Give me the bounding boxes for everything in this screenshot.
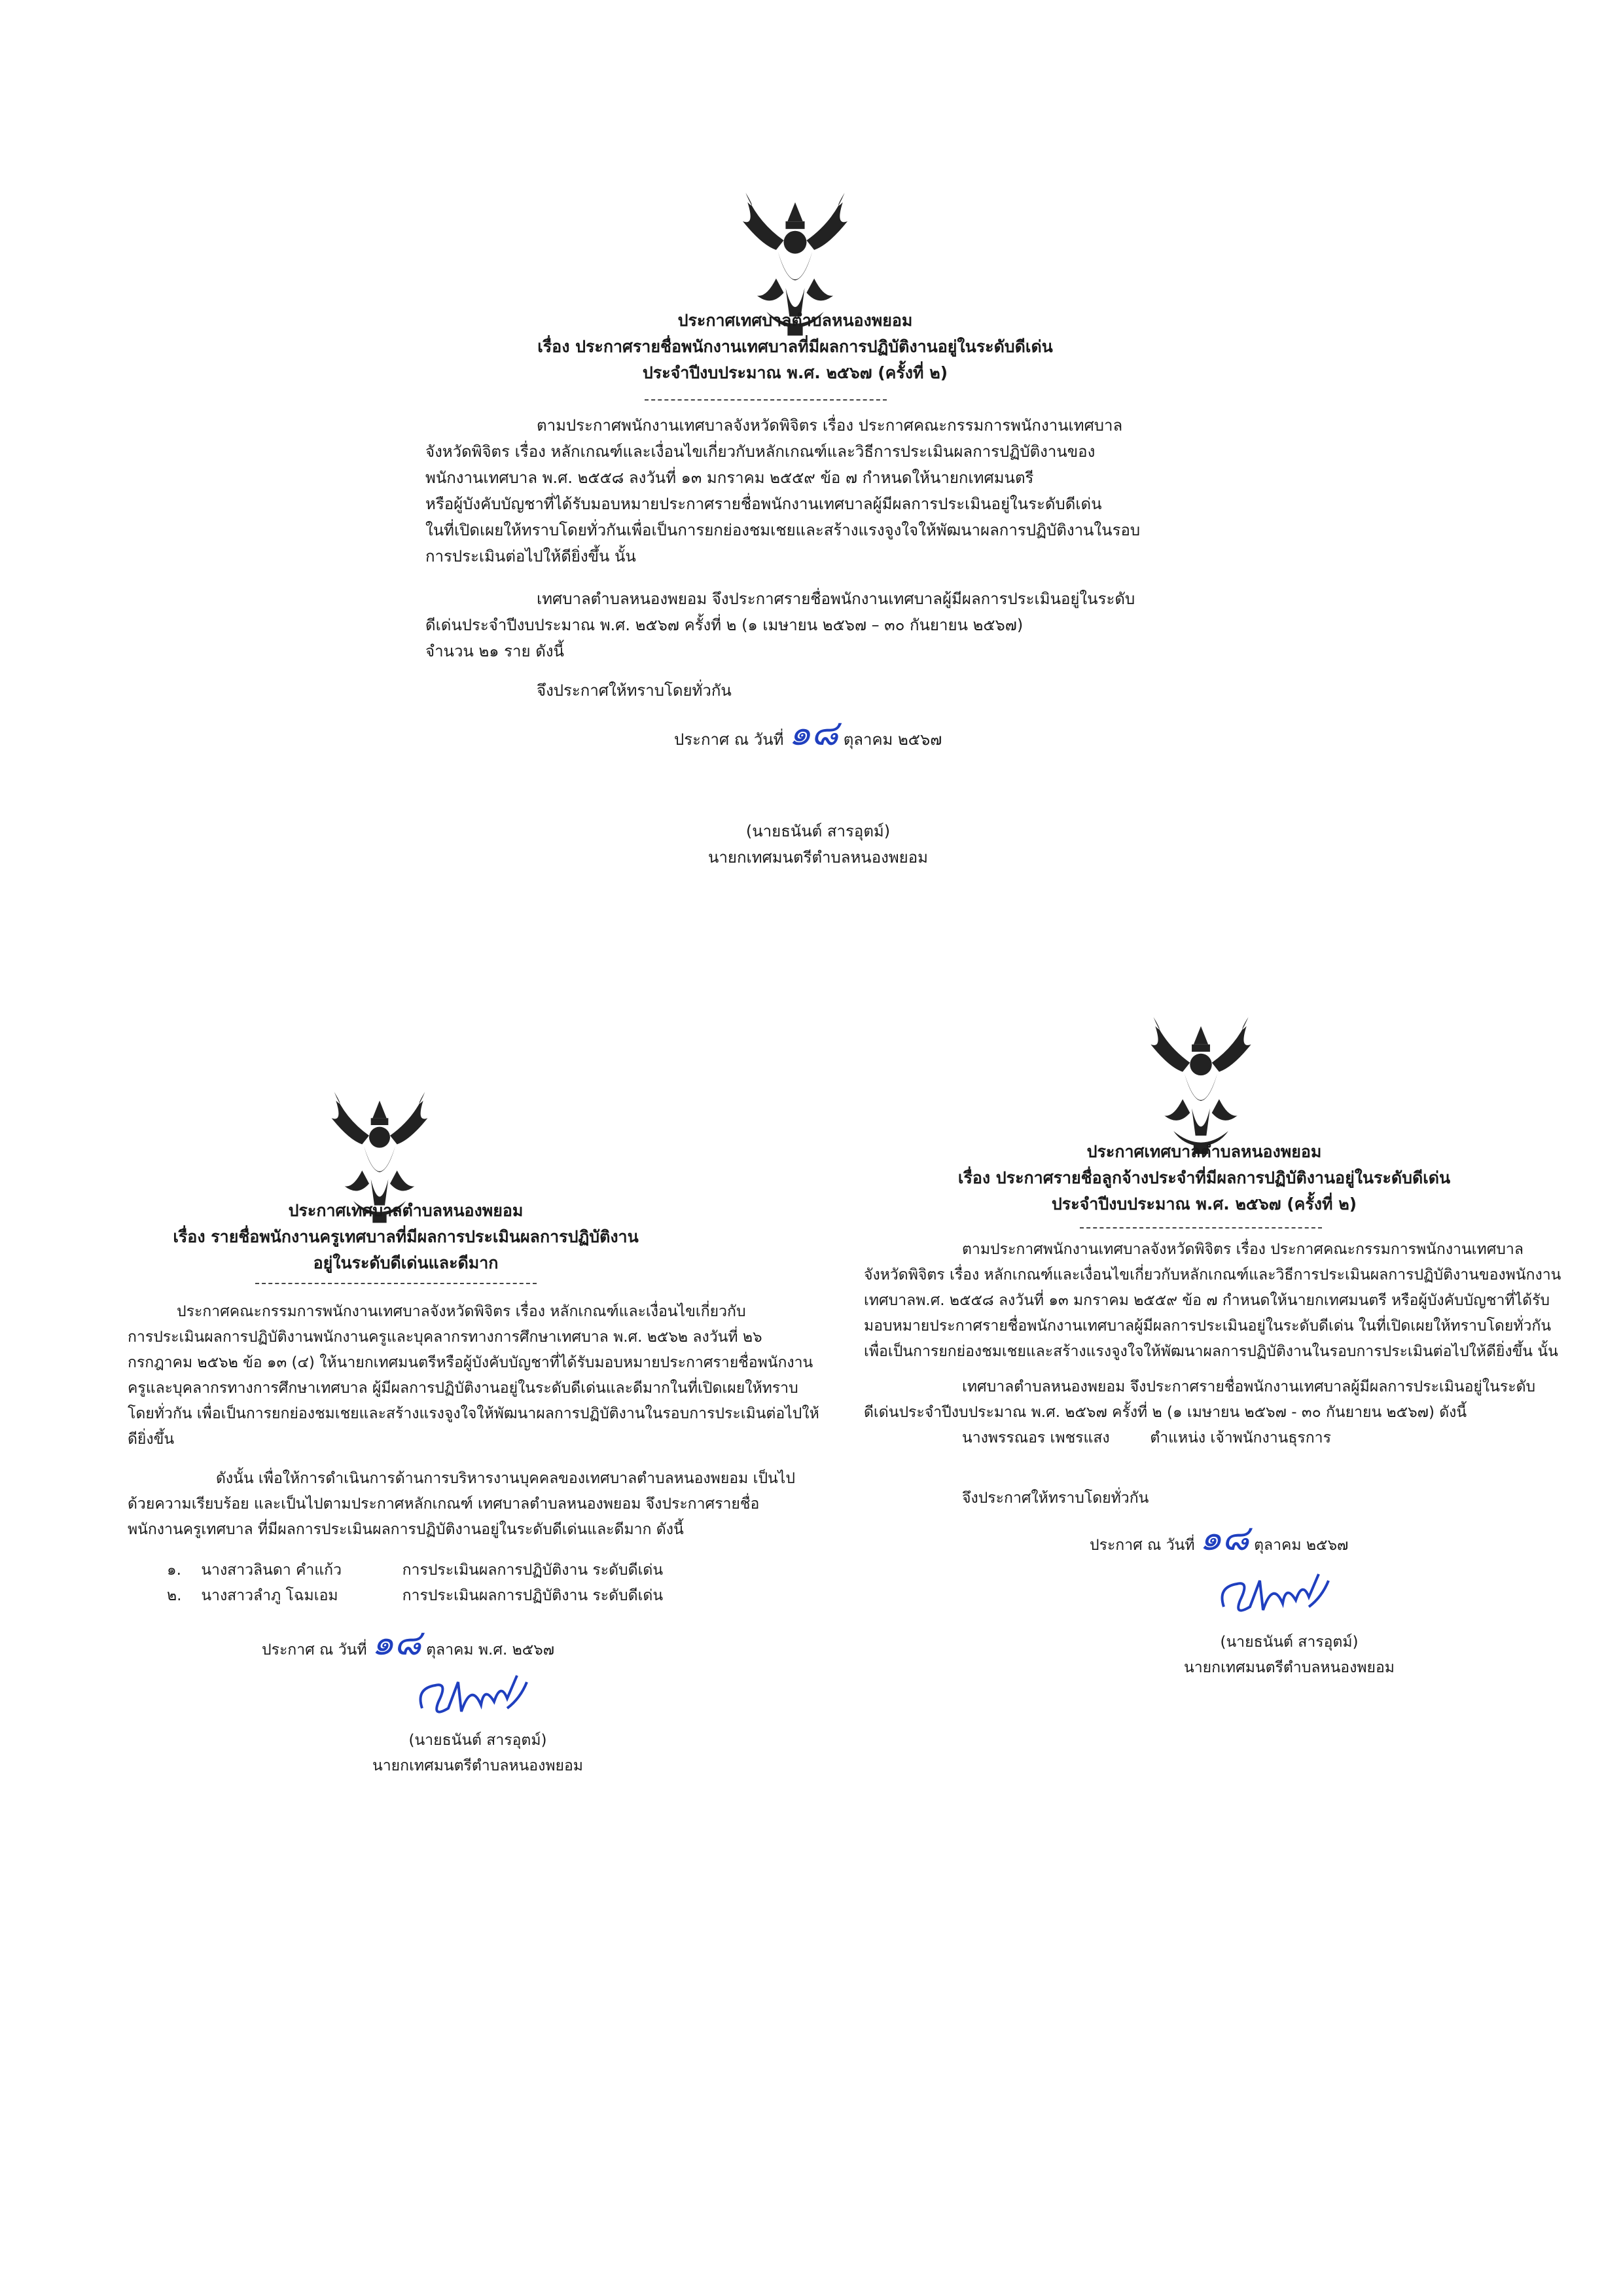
doc1-subject: เรื่อง ประกาศรายชื่อพนักงานเทศบาลที่มีผลการปฏิบัติงานอยู่ในระดับดีเด่น [537,337,1053,356]
doc3-para2: เทศบาลตำบลหนองพยอม จึงประกาศรายชื่อพนักงานเทศบาลผู้มีผลการประเมินอยู่ในระดับ ดีเด่นประจำปีงบประมาณ พ.ศ. ๒๕๖๗ ครั้งที่ ๒ (๑ เมษายน ๒๕๖๗ - ๓๐ กันยายน ๒๕๖๗) ดังนี้ นางพรรณอร เพชรแสง ตำแหน่ง เจ้าพนักงานธุรการ [864,1374,1584,1451]
doc3-date: ประกาศ ณ วันที่ ๑๘ ตุลาคม ๒๕๖๗ [1090,1517,1349,1558]
list-item: ๒. นางสาวลำภู โฉมเอม การประเมินผลการปฏิบัติงาน ระดับดีเด่น [167,1587,664,1604]
doc3-divider [1080,1227,1322,1229]
doc3-signature-icon [1211,1561,1342,1626]
doc3-signature-block [1152,1630,1427,1681]
doc2-signer-name: (นายธนันต์ สารอุตม์) [408,1732,547,1749]
announcement-employees [0,0,1623,916]
doc3-date-handwritten: ๑๘ [1199,1517,1249,1558]
doc3-person-name: นางพรรณอร เพชรแสง [962,1429,1110,1446]
doc2-org: ประกาศเทศบาลตำบลหนองพยอม [288,1201,524,1220]
announcement-permanent-staff [812,949,1623,2258]
doc2-date: ประกาศ ณ วันที่ ๑๘ ตุลาคม พ.ศ. ๒๕๖๗ [262,1622,555,1663]
doc3-subject: เรื่อง ประกาศรายชื่อลูกจ้างประจำที่มีผลการปฏิบัติงานอยู่ในระดับดีเด่น [957,1168,1451,1187]
doc1-signature-block [681,818,955,870]
doc3-period: ประจำปีงบประมาณ พ.ศ. ๒๕๖๗ (ครั้งที่ ๒) [1051,1194,1357,1213]
doc2-signature-icon [409,1662,540,1728]
doc2-subject2: อยู่ในระดับดีเด่นและดีมาก [313,1253,499,1272]
announcement-teachers [0,949,819,2258]
list-item: ๑. นางสาวลินดา คำแก้ว การประเมินผลการปฏิบัติงาน ระดับดีเด่น [167,1562,664,1579]
doc1-closing: จึงประกาศให้ทราบโดยทั่วกัน [537,681,732,700]
doc2-para1: ประกาศคณะกรรมการพนักงานเทศบาลจังหวัดพิจิตร เรื่อง หลักเกณฑ์และเงื่อนไขเกี่ยวกับ การประเมินผลการปฏิบัติงานพนักงานครูและบุคลากรทางการศึกษาเทศบาล พ.ศ. ๒๕๖๒ ลงวันที่ ๒๖ กรกฎาคม ๒๕๖๒ ข้อ ๑๓ (๔) ให้นายกเทศมนตรีหรือผู้บังคับบัญชาที่ได้รับมอบหมายประกาศรายชื่อพนักงาน ครูและบุคลากรทางการศึกษาเทศบาล ผู้มีผลการปฏิบัติงานอยู่ในระดับดีเด่นและดีมากในที่เปิดเผยให้ทราบ โดยทั่วกัน เพื่อเป็นการยกย่องชมเชยและสร้างแรงจูงใจให้พัฒนาผลการปฏิบัติงานในรอบการประเมินต่อไปให้ ดียิ่งขึ้น [128,1303,819,1448]
doc2-signature-block [340,1728,615,1779]
doc1-signer-name: (นายธนันต์ สารอุตม์) [745,822,891,840]
doc1-divider [645,399,887,401]
doc3-signer-title: นายกเทศมนตรีตำบลหนองพยอม [1184,1659,1395,1676]
doc1-period: ประจำปีงบประมาณ พ.ศ. ๒๕๖๗ (ครั้งที่ ๒) [642,363,948,382]
doc1-date-handwritten: ๑๘ [789,712,839,753]
doc3-para1: ตามประกาศพนักงานเทศบาลจังหวัดพิจิตร เรื่อง ประกาศคณะกรรมการพนักงานเทศบาล จังหวัดพิจิตร เรื่อง หลักเกณฑ์และเงื่อนไขเกี่ยวกับหลักเกณฑ์และวิธีการประเมินผลการปฏิบัติงานของพนักงาน เทศบาลพ.ศ. ๒๕๕๘ ลงวันที่ ๑๓ มกราคม ๒๕๕๙ ข้อ ๗ กำหนดให้นายกเทศมนตรี หรือผู้บังคับบัญชาที่ได้รับ มอบหมายประกาศรายชื่อพนักงานเทศบาลผู้มีผลการประเมินอยู่ในระดับดีเด่น ในที่เปิดเผยให้ทราบโดยทั่วกัน เพื่อเป็นการยกย่องชมเชยและสร้างแรงจูงใจให้พัฒนาผลการปฏิบัติงานในรอบการประเมินต่อไปให้ดียิ่งขึ้น นั้น [864,1241,1561,1360]
doc2-para2: ดังนั้น เพื่อให้การดำเนินการด้านการบริหารงานบุคคลของเทศบาลตำบลหนองพยอม เป็นไป ด้วยความเรียบร้อย และเป็นไปตามประกาศหลักเกณฑ์ เทศบาลตำบลหนองพยอม จึงประกาศรายชื่อ พนักงานครูเทศบาล ที่มีผลการประเมินผลการปฏิบัติงานอยู่ในระดับดีเด่นและดีมาก ดังนี้ [128,1470,795,1538]
doc3-org: ประกาศเทศบาลตำบลหนองพยอม [1086,1142,1322,1161]
doc3-person-position: ตำแหน่ง เจ้าพนักงานธุรการ [1150,1429,1331,1446]
doc1-signer-title: นายกเทศมนตรีตำบลหนองพยอม [708,848,928,867]
doc1-para2: เทศบาลตำบลหนองพยอม จึงประกาศรายชื่อพนักงานเทศบาลผู้มีผลการประเมินอยู่ในระดับ ดีเด่นประจำปีงบประมาณ พ.ศ. ๒๕๖๗ ครั้งที่ ๒ (๑ เมษายน ๒๕๖๗ – ๓๐ กันยายน ๒๕๖๗) จำนวน ๒๑ ราย ดังนี้ [425,590,1135,660]
doc2-subject: เรื่อง รายชื่อพนักงานครูเทศบาลที่มีผลการประเมินผลการปฏิบัติงาน [173,1227,639,1246]
doc3-closing: จึงประกาศให้ทราบโดยทั่วกัน [962,1490,1149,1507]
doc1-org: ประกาศเทศบาลตำบลหนองพยอม [677,311,913,330]
doc3-signer-name: (นายธนันต์ สารอุตม์) [1220,1634,1359,1651]
doc1-para1: ตามประกาศพนักงานเทศบาลจังหวัดพิจิตร เรื่อง ประกาศคณะกรรมการพนักงานเทศบาล จังหวัดพิจิตร เรื่อง หลักเกณฑ์และเงื่อนไขเกี่ยวกับหลักเกณฑ์และวิธีการประเมินผลการปฏิบัติงานของ พนักงานเทศบาล พ.ศ. ๒๕๕๘ ลงวันที่ ๑๓ มกราคม ๒๕๕๙ ข้อ ๗ กำหนดให้นายกเทศมนตรี หรือผู้บังคับบัญชาที่ได้รับมอบหมายประกาศรายชื่อพนักงานเทศบาลผู้มีผลการประเมินอยู่ในระดับดีเด่น ในที่เปิดเผยให้ทราบโดยทั่วกันเพื่อเป็นการยกย่องชมเชยและสร้างแรงจูงใจให้พัฒนาผลการปฏิบัติงานในรอบ การประเมินต่อไปให้ดียิ่งขึ้น นั้น [425,416,1141,565]
doc2-signer-title: นายกเทศมนตรีตำบลหนองพยอม [372,1757,583,1774]
doc1-date: ประกาศ ณ วันที่ ๑๘ ตุลาคม ๒๕๖๗ [674,712,942,753]
doc2-list [167,1558,756,1609]
doc2-divider [255,1283,537,1284]
garuda-emblem-icon [1139,1008,1263,1158]
doc2-date-handwritten: ๑๘ [371,1622,421,1663]
